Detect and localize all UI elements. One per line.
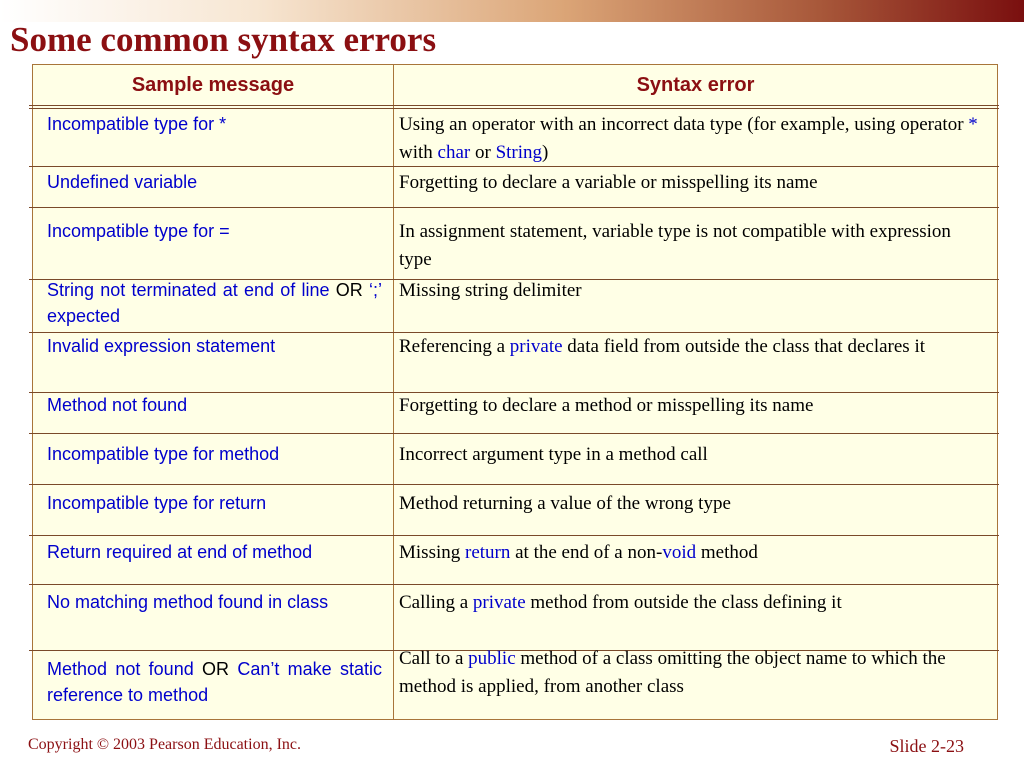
cell-text: Forgetting to declare a method or misspelling its name bbox=[399, 395, 814, 416]
cell-text: Incompatible type for return bbox=[47, 493, 267, 513]
cell-text: Undefined variable bbox=[47, 172, 198, 192]
slide-title: Some common syntax errors bbox=[10, 20, 437, 59]
keyword-text: String bbox=[495, 142, 543, 163]
keyword-text: private bbox=[472, 592, 526, 613]
keyword-text: char bbox=[437, 142, 471, 163]
cell-text: Forgetting to declare a variable or misspelling its name bbox=[399, 172, 818, 193]
message-cell bbox=[47, 441, 382, 467]
message-cell bbox=[47, 218, 382, 244]
message-cell bbox=[47, 333, 382, 359]
error-cell bbox=[399, 392, 983, 420]
cell-text: String not terminated at end of line bbox=[47, 280, 336, 300]
message-cell bbox=[47, 277, 382, 329]
cell-text: method bbox=[696, 542, 758, 563]
cell-text: Method not found bbox=[47, 395, 188, 415]
cell-text: or bbox=[470, 142, 496, 163]
cell-text: Incompatible type for method bbox=[47, 444, 280, 464]
error-cell bbox=[399, 218, 983, 274]
error-cell bbox=[399, 111, 983, 167]
error-cell bbox=[399, 645, 983, 701]
cell-text: Method not found bbox=[47, 659, 203, 679]
slide-number: Slide 2-23 bbox=[889, 736, 964, 756]
cell-text: Referencing a bbox=[399, 336, 510, 357]
cell-text: Return required at end of method bbox=[47, 542, 313, 562]
cell-text: method of a class omitting the object name to which the method is applied, from another class bbox=[399, 648, 946, 697]
cell-text: Can’t make static reference to method bbox=[47, 659, 382, 705]
error-cell bbox=[399, 441, 983, 469]
cell-text: method from outside the class defining it bbox=[525, 592, 842, 613]
keyword-text: void bbox=[662, 542, 697, 563]
row-divider bbox=[29, 207, 999, 208]
or-connector: OR bbox=[202, 659, 230, 679]
message-cell bbox=[47, 490, 382, 516]
row-divider bbox=[29, 484, 999, 485]
header-syntax-error: Syntax error bbox=[636, 74, 755, 96]
header-sample-message: Sample message bbox=[131, 74, 295, 96]
row-divider bbox=[29, 433, 999, 434]
keyword-text: public bbox=[468, 648, 516, 669]
error-cell bbox=[399, 277, 983, 305]
error-cell bbox=[399, 333, 983, 361]
error-cell bbox=[399, 169, 983, 197]
cell-text: Incorrect argument type in a method call bbox=[399, 444, 708, 465]
syntax-error-table bbox=[32, 64, 998, 720]
cell-text: In assignment statement, variable type is not compatible with expression type bbox=[399, 221, 951, 270]
message-cell bbox=[47, 539, 382, 565]
cell-text: with bbox=[399, 142, 438, 163]
cell-text: Missing bbox=[399, 542, 465, 563]
error-cell bbox=[399, 490, 983, 518]
message-cell bbox=[47, 392, 382, 418]
cell-text: No matching method found in class bbox=[47, 592, 329, 612]
or-connector: OR bbox=[335, 280, 363, 300]
cell-text: Method returning a value of the wrong type bbox=[399, 493, 731, 514]
keyword-text: return bbox=[465, 542, 511, 563]
row-divider bbox=[29, 584, 999, 585]
copyright-notice: Copyright © 2003 Pearson Education, Inc. bbox=[28, 736, 301, 753]
cell-text: Invalid expression statement bbox=[47, 336, 276, 356]
cell-text: at the end of a non- bbox=[510, 542, 663, 563]
keyword-text: private bbox=[509, 336, 563, 357]
table-header bbox=[33, 65, 997, 105]
cell-text: Calling a bbox=[399, 592, 473, 613]
error-cell bbox=[399, 589, 983, 617]
header-divider bbox=[29, 105, 999, 106]
message-cell bbox=[47, 656, 382, 708]
cell-text: Incompatible type for = bbox=[47, 221, 230, 241]
cell-text: data field from outside the class that declares it bbox=[562, 336, 926, 357]
cell-text: ‘;’ expected bbox=[47, 280, 383, 326]
cell-text: Using an operator with an incorrect data type (for example, using operator bbox=[399, 114, 969, 135]
cell-text: Call to a bbox=[399, 648, 469, 669]
error-cell bbox=[399, 539, 983, 567]
cell-text: Incompatible type for * bbox=[47, 114, 227, 134]
row-divider bbox=[29, 535, 999, 536]
message-cell bbox=[47, 589, 382, 615]
message-cell bbox=[47, 111, 382, 137]
message-cell bbox=[47, 169, 382, 195]
cell-text: Missing string delimiter bbox=[399, 280, 582, 301]
keyword-text: * bbox=[968, 114, 978, 135]
cell-text: ) bbox=[542, 142, 549, 163]
header-divider bbox=[29, 108, 999, 109]
